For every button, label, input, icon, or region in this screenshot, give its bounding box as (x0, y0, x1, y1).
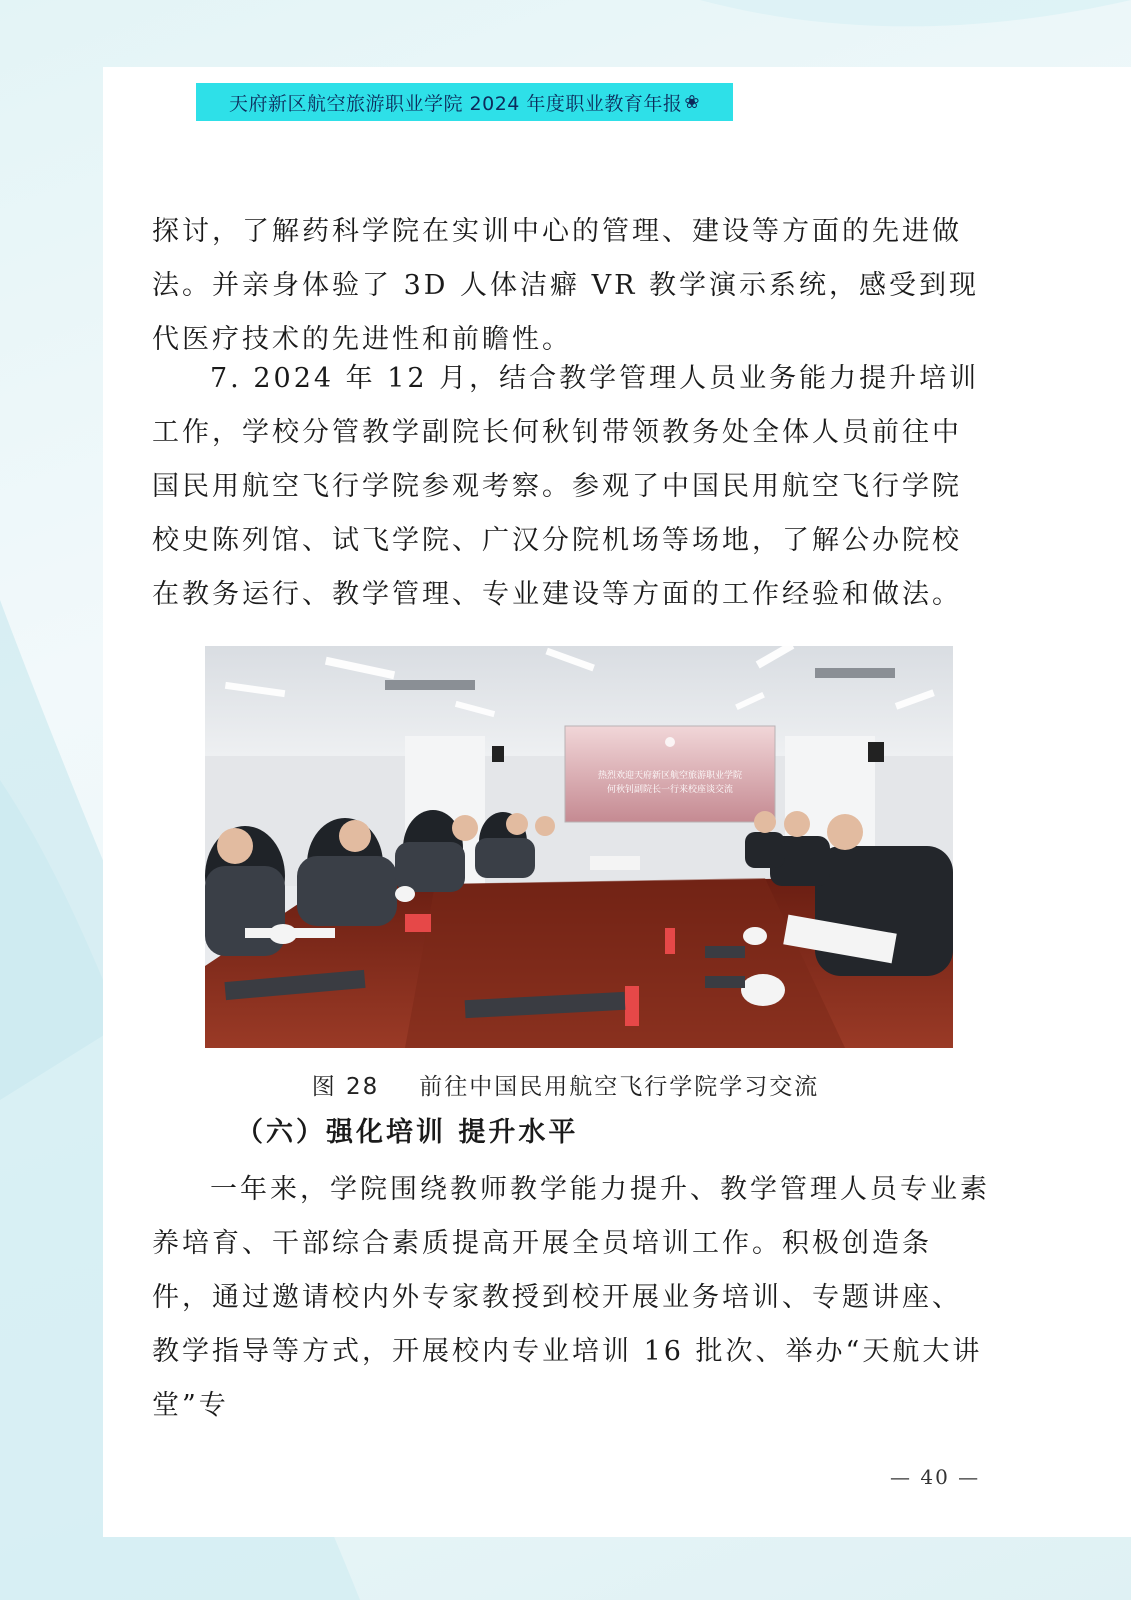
screen-banner-line-1: 热烈欢迎天府新区航空旅游职业学院 (597, 771, 743, 781)
meeting-photo-illustration (205, 646, 953, 1048)
figure-caption (0, 1068, 1131, 1101)
paragraph-3: 一年来，学院围绕教师教学能力提升、教学管理人员专业素养培育、干部综合素质提高开展全员培训工作。积极创造条件，通过邀请校内外专家教授到校开展业务培训、专题讲座、教学指导等方式，开展校内专业培训 16 批次、举办“天航大讲堂”专 (152, 1174, 990, 1421)
meeting-photo (205, 646, 953, 1048)
report-header (196, 83, 733, 121)
paragraph-1: 探讨，了解药科学院在实训中心的管理、建设等方面的先进做法。并亲身体验了 3D 人体洁癖 VR 教学演示系统，感受到现代医疗技术的先进性和前瞻性。 (152, 216, 979, 355)
figure-caption-text: 前往中国民用航空飞行学院学习交流 (419, 1074, 820, 1100)
screen-banner-line-2: 何秋钊副院长一行来校座谈交流 (606, 785, 734, 795)
section-heading: （六）强化培训 提升水平 (236, 1117, 579, 1148)
figure-number: 图 28 (311, 1074, 380, 1100)
paragraph-2: 7. 2024 年 12 月，结合教学管理人员业务能力提升培训工作，学校分管教学副院长何秋钊带领教务处全体人员前往中国民用航空飞行学院参观考察。参观了中国民用航空飞行学院校史陈列馆、试飞学院、广汉分院机场等场地，了解公办院校在教务运行、教学管理、专业建设等方面的工作经验和做法。 (152, 363, 980, 610)
report-header-title: 天府新区航空旅游职业学院 2024 年度职业教育年报 (228, 92, 683, 115)
flower-icon: ❀ (684, 91, 701, 113)
page-number: — 40 — (890, 1465, 981, 1489)
